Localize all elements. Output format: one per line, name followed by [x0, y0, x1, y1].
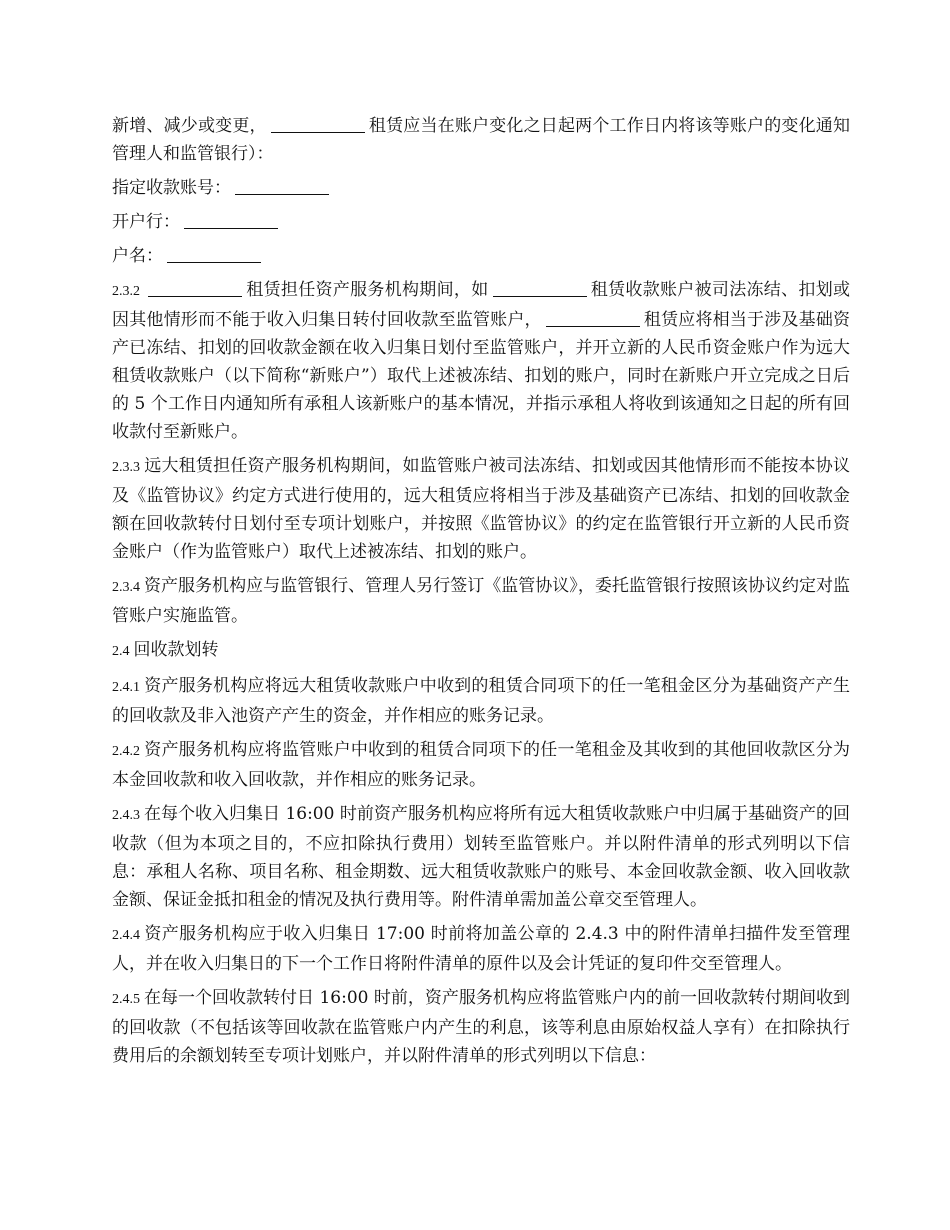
- clause-text: 资产服务机构应将远大租赁收款账户中收到的租赁合同项下的任一笔租金区分为基础资产产生的回收款及非入池资产产生的资金，并作相应的账务记录。: [112, 676, 850, 726]
- clause-text: 资产服务机构应于收入归集日 17:00 时前将加盖公章的 2.4.3 中的附件清单扫描件发至管理人，并在收入归集日的下一个工作日将附件清单的原件以及会计凭证的复印件交至管理人。: [112, 924, 850, 974]
- field-account-name: [112, 242, 850, 270]
- clause-number: 2.3.2: [112, 284, 140, 299]
- field-account-number: [112, 174, 850, 202]
- clause-text: 在每一个回收款转付日 16:00 时前，资产服务机构应将监管账户内的前一回收款转付期间收到的回收款（不包括该等回收款在监管账户内产生的利息，该等利息由原始权益人享有）在扣除执行费用后的余额划转至专项计划账户，并以附件清单的形式列明以下信息：: [112, 988, 850, 1066]
- field-label: 户名：: [112, 246, 163, 266]
- clause-number: 2.4.1: [112, 680, 140, 695]
- blank-line: [167, 244, 261, 263]
- clause-2-4-4: [112, 920, 850, 978]
- clause-number: 2.3.4: [112, 580, 140, 595]
- document-page: [112, 112, 850, 1076]
- clause-number: 2.4.4: [112, 928, 140, 943]
- blank-line: [235, 176, 329, 195]
- clause-text-1: 租赁担任资产服务机构期间，如: [246, 280, 489, 300]
- clause-text: 资产服务机构应与监管银行、管理人另行签订《监管协议》，委托监管银行按照该协议约定对监管账户实施监管。: [112, 576, 850, 626]
- clause-number: 2.3.3: [112, 460, 140, 475]
- clause-2-3-3: [112, 452, 850, 566]
- intro-text-2: 租赁应当在账户变化之日起两个工作日内将该等账户的变化通知管理人和监管银行）：: [112, 116, 850, 164]
- intro-text-1: 新增、减少或变更，: [112, 116, 267, 136]
- clause-number: 2.4.5: [112, 992, 140, 1007]
- clause-2-4-2: [112, 736, 850, 794]
- section-number: 2.4: [112, 644, 130, 659]
- blank-line: [271, 114, 365, 133]
- section-2-4-heading: [112, 636, 850, 666]
- blank-line: [184, 210, 278, 229]
- intro-paragraph: [112, 112, 850, 168]
- clause-text: 在每个收入归集日 16:00 时前资产服务机构应将所有远大租赁收款账户中归属于基础资产的回收款（但为本项之目的，不应扣除执行费用）划转至监管账户。并以附件清单的形式列明以下信息：承租人名称、项目名称、租金期数、远大租赁收款账户的账号、本金回收款金额、收入回收款金额、保证金抵扣租金的情况及执行费用等。附件清单需加盖公章交至管理人。: [112, 804, 850, 910]
- clause-number: 2.4.3: [112, 808, 140, 823]
- field-label: 开户行：: [112, 212, 180, 232]
- blank-line: [493, 278, 587, 297]
- blank-line: [148, 278, 242, 297]
- clause-text: 远大租赁担任资产服务机构期间，如监管账户被司法冻结、扣划或因其他情形而不能按本协议及《监管协议》约定方式进行使用的，远大租赁应将相当于涉及基础资产已冻结、扣划的回收款金额在回收款转付日划付至专项计划账户，并按照《监管协议》的约定在监管银行开立新的人民币资金账户（作为监管账户）取代上述被冻结、扣划的账户。: [112, 456, 850, 562]
- clause-2-3-2: [112, 276, 850, 446]
- blank-line: [546, 308, 640, 327]
- clause-2-4-3: [112, 800, 850, 914]
- field-bank: [112, 208, 850, 236]
- clause-2-4-5: [112, 984, 850, 1070]
- section-title: 回收款划转: [133, 640, 219, 660]
- field-label: 指定收款账号：: [112, 178, 231, 198]
- clause-text-3: 租赁应将相当于涉及基础资产已冻结、扣划的回收款金额在收入归集日划付至监管账户，并开立新的人民币资金账户作为远大租赁收款账户（以下简称“新账户”）取代上述被冻结、扣划的账户，同时在新账户开立完成之日后的 5 个工作日内通知所有承租人该新账户的基本情况，并指示承租人将收到该通知之日起的所有回收款付至新账户。: [112, 310, 851, 442]
- clause-text-2: 租赁收款账户被司法冻结、扣划或因其他情形而不能于收入归集日转付回收款至监管账户，: [112, 280, 850, 330]
- clause-2-3-4: [112, 572, 850, 630]
- clause-number: 2.4.2: [112, 744, 140, 759]
- clause-text: 资产服务机构应将监管账户中收到的租赁合同项下的任一笔租金及其收到的其他回收款区分为本金回收款和收入回收款，并作相应的账务记录。: [112, 740, 850, 790]
- clause-2-4-1: [112, 672, 850, 730]
